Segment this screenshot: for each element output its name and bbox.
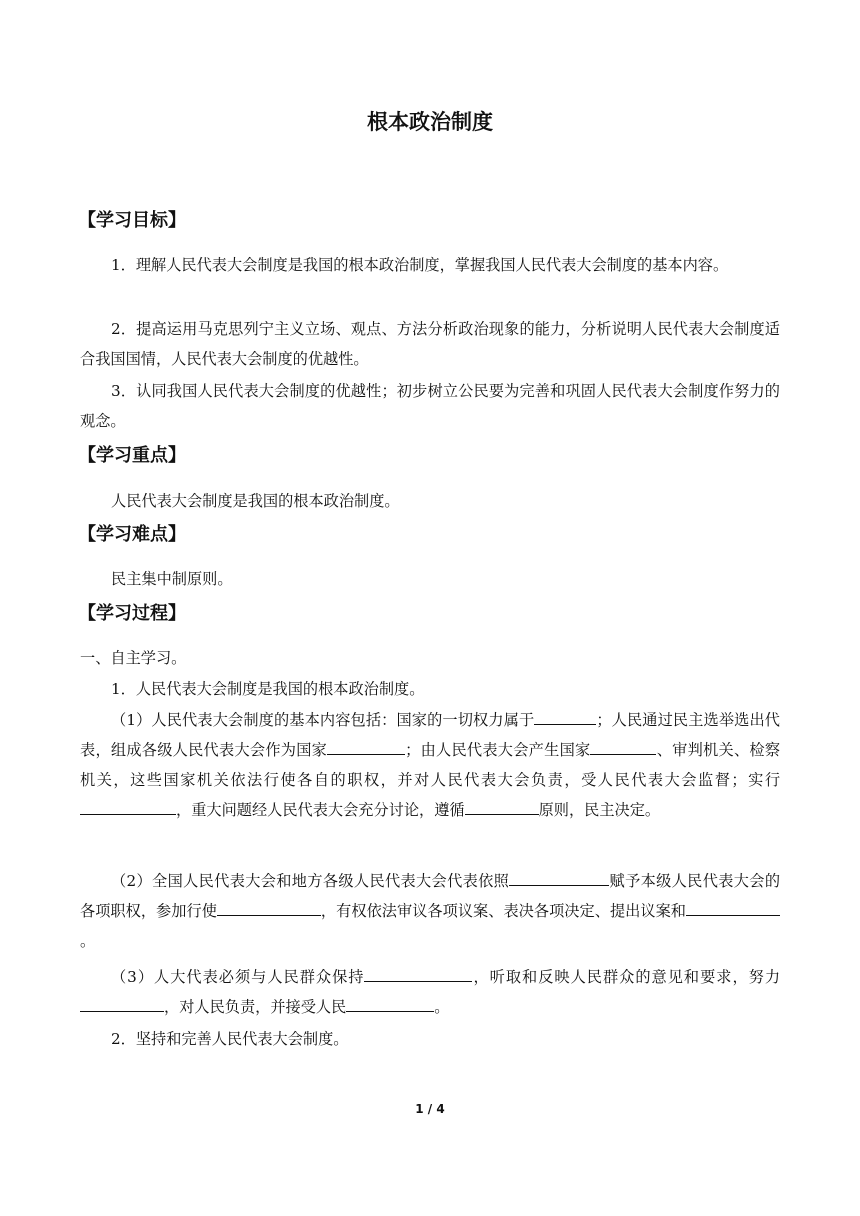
question-2 bbox=[80, 866, 780, 956]
fill-blank[interactable] bbox=[534, 706, 596, 725]
q1-text-b: ；人民通过民主选举选出代表，组成各级人民代表大会作为国家 bbox=[80, 711, 780, 759]
q1-text-e: ，重大问题经人民代表大会充分讨论，遵循 bbox=[176, 801, 465, 819]
fill-blank[interactable] bbox=[590, 736, 656, 755]
item1-text: 1．人民代表大会制度是我国的根本政治制度。 bbox=[111, 680, 425, 698]
q1-text-d: 、审判机关、检察机关，这些国家机关依法行使各自的职权，并对人民代表大会负责，受人民代表大会监督；实行 bbox=[80, 741, 781, 789]
heading-difficulties: 【学习难点】 bbox=[78, 524, 186, 545]
q1-text-a: （1）人民代表大会制度的基本内容包括：国家的一切权力属于 bbox=[111, 711, 535, 729]
q3-text-c: ，对人民负责，并接受人民 bbox=[164, 998, 347, 1016]
fill-blank[interactable] bbox=[509, 867, 609, 886]
heading-key-points: 【学习重点】 bbox=[78, 445, 186, 466]
page-title: 根本政治制度 bbox=[367, 110, 493, 134]
q3-text-b: ，听取和反映人民群众的意见和要求，努力 bbox=[472, 968, 781, 986]
q2-text-d: 。 bbox=[80, 932, 96, 950]
q2-text-c: ，有权依法审议各项议案、表决各项决定、提出议案和 bbox=[320, 902, 687, 920]
fill-blank[interactable] bbox=[217, 897, 321, 916]
item2-text: 2．坚持和完善人民代表大会制度。 bbox=[111, 1030, 349, 1048]
q3-text-d: 。 bbox=[434, 998, 450, 1016]
objective-item-3: 3．认同我国人民代表大会制度的优越性；初步树立公民要为完善和巩固人民代表大会制度作努力的观念。 bbox=[80, 382, 780, 430]
key-points-text: 人民代表大会制度是我国的根本政治制度。 bbox=[111, 492, 400, 510]
q3-text-a: （3）人大代表必须与人民群众保持 bbox=[111, 968, 365, 986]
fill-blank[interactable] bbox=[686, 897, 780, 916]
heading-objectives: 【学习目标】 bbox=[78, 210, 186, 231]
question-3 bbox=[80, 962, 780, 1022]
heading-process: 【学习过程】 bbox=[78, 603, 186, 624]
fill-blank[interactable] bbox=[80, 993, 164, 1012]
q2-text-a: （2）全国人民代表大会和地方各级人民代表大会代表依照 bbox=[111, 872, 510, 890]
page-number: 1 / 4 bbox=[415, 1102, 445, 1116]
difficulties-text: 民主集中制原则。 bbox=[111, 570, 233, 588]
fill-blank[interactable] bbox=[465, 796, 539, 815]
objective-item-2: 2．提高运用马克思列宁主义立场、观点、方法分析政治现象的能力，分析说明人民代表大会制度适合我国国情，人民代表大会制度的优越性。 bbox=[80, 320, 780, 368]
fill-blank[interactable] bbox=[364, 963, 472, 982]
fill-blank[interactable] bbox=[346, 993, 434, 1012]
objective-item-1: 1．理解人民代表大会制度是我国的根本政治制度，掌握我国人民代表大会制度的基本内容。 bbox=[111, 256, 729, 274]
fill-blank[interactable] bbox=[80, 796, 176, 815]
q2-text-b: 赋予本级人民代表大会的各项职权，参加行使 bbox=[80, 872, 781, 920]
q1-text-f: 原则，民主决定。 bbox=[538, 801, 661, 819]
fill-blank[interactable] bbox=[327, 736, 405, 755]
part1-label: 一、自主学习。 bbox=[80, 649, 187, 667]
question-1 bbox=[80, 705, 780, 825]
q1-text-c: ；由人民代表大会产生国家 bbox=[405, 741, 591, 759]
